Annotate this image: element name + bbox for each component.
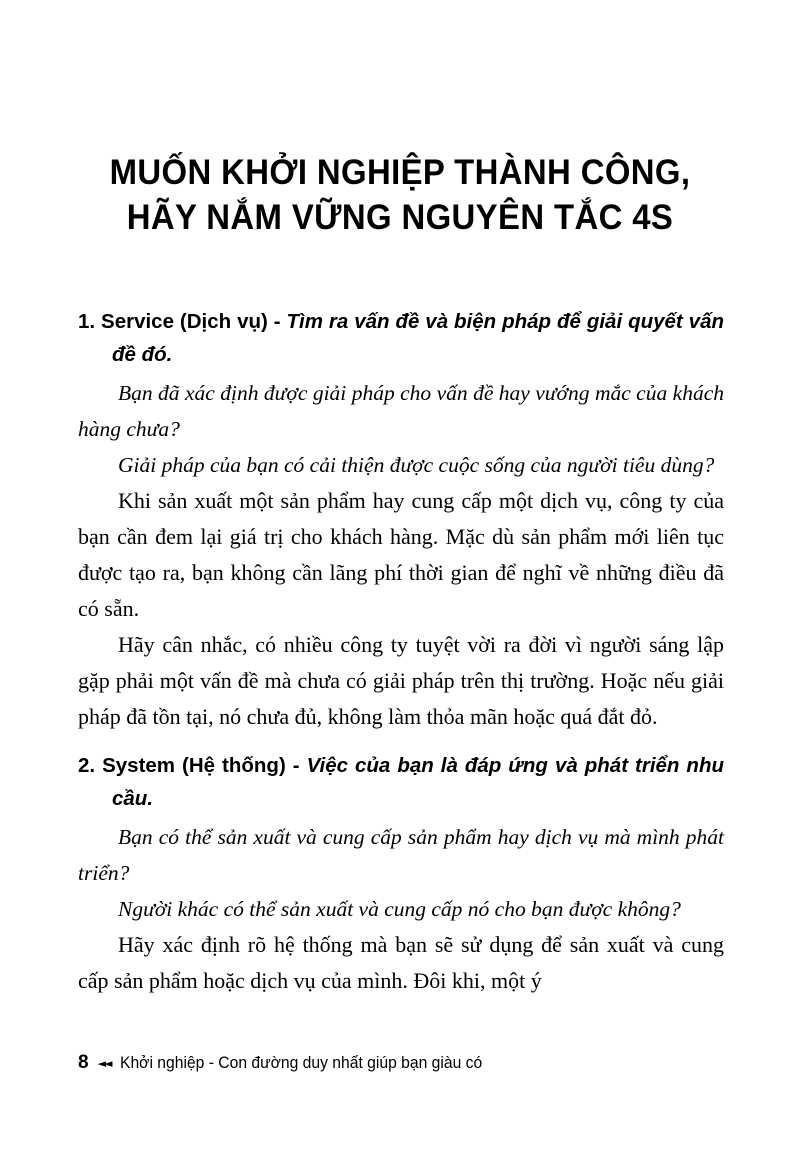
question-system-2: Người khác có thể sản xuất và cung cấp nó cho bạn được không?: [118, 897, 681, 921]
question-service-1: Bạn đã xác định được giải pháp cho vấn đề hay vướng mắc của khách hàng chưa?: [78, 381, 724, 441]
section-heading-service: [78, 305, 724, 371]
page-title-line-2: HÃY NẮM VỮNG NGUYÊN TẮC 4S: [126, 198, 674, 237]
paragraph-service-1: Khi sản xuất một sản phẩm hay cung cấp một dịch vụ, công ty của bạn cần đem lại giá trị cho khách hàng. Mặc dù sản phẩm mới liên tục được tạo ra, bạn không cần lãng phí thời gian để nghĩ về những điều đã có sẵn.: [78, 488, 724, 621]
footer-book-title: Khởi nghiệp - Con đường duy nhất giúp bạn giàu có: [119, 1054, 482, 1072]
page-footer: [78, 1052, 501, 1074]
section-heading-system-lead: 2. System (Hệ thống) -: [78, 754, 307, 777]
section-heading-service-description: Tìm ra vấn đề và biện pháp để giải quyết vấn đề đó.: [112, 310, 724, 366]
page-title-line-1: MUỐN KHỞI NGHIỆP THÀNH CÔNG,: [109, 153, 691, 192]
double-left-arrow-icon: ◄◄: [97, 1057, 111, 1070]
section-heading-system: [78, 749, 724, 815]
question-service-2: Giải pháp của bạn có cải thiện được cuộc sống của người tiêu dùng?: [118, 453, 715, 477]
paragraph-system-1: Hãy xác định rõ hệ thống mà bạn sẽ sử dụng để sản xuất và cung cấp sản phẩm hoặc dịch vụ của mình. Đôi khi, một ý: [78, 932, 724, 993]
page-number: 8: [78, 1052, 89, 1073]
page-body: [78, 305, 724, 999]
page-title: [78, 150, 722, 240]
paragraph-service-2: Hãy cân nhắc, có nhiều công ty tuyệt vời ra đời vì người sáng lập gặp phải một vấn đề mà chưa có giải pháp trên thị trường. Hoặc nếu giải pháp đã tồn tại, nó chưa đủ, không làm thỏa mãn hoặc quá đắt đỏ.: [78, 632, 724, 729]
section-heading-system-description: Việc của bạn là đáp ứng và phát triển nhu cầu.: [112, 754, 724, 810]
section-heading-service-lead: 1. Service (Dịch vụ) -: [78, 310, 287, 333]
question-system-1: Bạn có thể sản xuất và cung cấp sản phẩm hay dịch vụ mà mình phát triển?: [78, 825, 724, 885]
